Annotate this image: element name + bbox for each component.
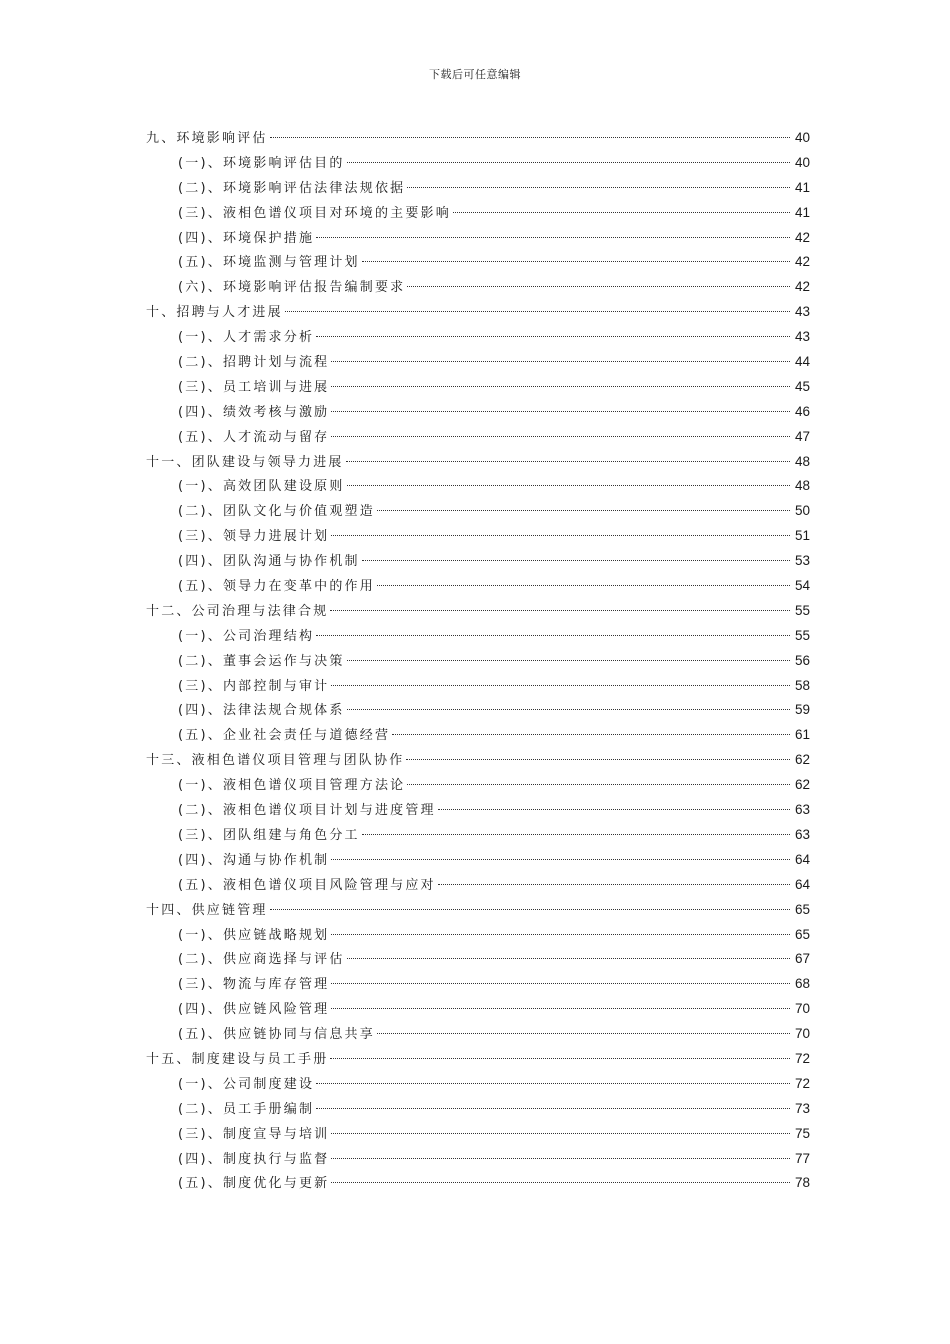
toc-page-number: 46 — [794, 403, 810, 419]
toc-section-entry[interactable] — [146, 574, 810, 599]
toc-section-entry[interactable] — [146, 400, 810, 425]
toc-page-number: 41 — [794, 179, 810, 195]
toc-entry-title: 十一、团队建设与领导力进展 — [146, 454, 344, 470]
toc-entry-title: (三)、领导力进展计划 — [178, 529, 330, 545]
toc-dot-leader — [362, 560, 790, 561]
toc-entry-title: (三)、团队组建与角色分工 — [178, 827, 360, 843]
toc-entry-title: (一)、人才需求分析 — [178, 330, 315, 346]
toc-section-entry[interactable] — [146, 499, 810, 524]
toc-page-number: 68 — [794, 976, 810, 992]
toc-section-entry[interactable] — [146, 1022, 810, 1047]
toc-page-number: 51 — [794, 528, 810, 544]
toc-dot-leader — [316, 237, 790, 238]
toc-dot-leader — [407, 286, 790, 287]
toc-entry-title: 十四、供应链管理 — [146, 902, 268, 918]
toc-entry-title: 十二、公司治理与法律合规 — [146, 603, 329, 619]
toc-chapter-entry[interactable] — [146, 748, 810, 773]
toc-dot-leader — [406, 759, 790, 760]
toc-page-number: 78 — [794, 1175, 810, 1191]
toc-entry-title: (三)、内部控制与审计 — [178, 678, 330, 694]
toc-entry-title: (四)、环境保护措施 — [178, 230, 315, 246]
toc-entry-title: (四)、供应链风险管理 — [178, 1002, 330, 1018]
toc-entry-title: (一)、高效团队建设原则 — [178, 479, 345, 495]
toc-section-entry[interactable] — [146, 923, 810, 948]
toc-page-number: 56 — [794, 652, 810, 668]
toc-page-number: 42 — [794, 229, 810, 245]
toc-entry-title: (四)、绩效考核与激励 — [178, 404, 330, 420]
toc-page-number: 72 — [794, 1050, 810, 1066]
toc-entry-title: (五)、供应链协同与信息共享 — [178, 1027, 375, 1043]
toc-dot-leader — [347, 958, 790, 959]
toc-entry-title: (三)、制度宣导与培训 — [178, 1126, 330, 1142]
toc-dot-leader — [377, 510, 790, 511]
toc-entry-title: (二)、环境影响评估法律法规依据 — [178, 180, 406, 196]
toc-entry-title: (一)、液相色谱仪项目管理方法论 — [178, 778, 406, 794]
toc-section-entry[interactable] — [146, 151, 810, 176]
toc-section-entry[interactable] — [146, 325, 810, 350]
toc-dot-leader — [316, 1083, 790, 1084]
toc-dot-leader — [407, 187, 790, 188]
toc-dot-leader — [270, 137, 790, 138]
toc-page-number: 45 — [794, 378, 810, 394]
toc-dot-leader — [347, 709, 790, 710]
toc-entry-title: 十三、液相色谱仪项目管理与团队协作 — [146, 753, 405, 769]
toc-entry-title: (五)、人才流动与留存 — [178, 429, 330, 445]
toc-entry-title: (三)、液相色谱仪项目对环境的主要影响 — [178, 205, 451, 221]
toc-dot-leader — [377, 585, 790, 586]
toc-section-entry[interactable] — [146, 624, 810, 649]
toc-dot-leader — [330, 1058, 790, 1059]
toc-dot-leader — [330, 610, 790, 611]
toc-dot-leader — [438, 884, 790, 885]
toc-section-entry[interactable] — [146, 823, 810, 848]
toc-page-number: 72 — [794, 1075, 810, 1091]
toc-entry-title: (二)、供应商选择与评估 — [178, 952, 345, 968]
toc-page-number: 67 — [794, 951, 810, 967]
toc-dot-leader — [316, 336, 790, 337]
toc-dot-leader — [331, 685, 790, 686]
toc-entry-title: (三)、员工培训与进展 — [178, 379, 330, 395]
toc-section-entry[interactable] — [146, 375, 810, 400]
toc-entry-title: (一)、环境影响评估目的 — [178, 155, 345, 171]
toc-dot-leader — [331, 1008, 790, 1009]
toc-section-entry[interactable] — [146, 474, 810, 499]
toc-dot-leader — [453, 212, 790, 213]
toc-page-number: 40 — [794, 130, 810, 145]
toc-page-number: 42 — [794, 279, 810, 295]
toc-page-number: 62 — [794, 777, 810, 793]
toc-section-entry[interactable] — [146, 275, 810, 300]
toc-chapter-entry[interactable] — [146, 126, 810, 151]
toc-section-entry[interactable] — [146, 972, 810, 997]
toc-entry-title: (一)、公司制度建设 — [178, 1076, 315, 1092]
toc-section-entry[interactable] — [146, 1147, 810, 1172]
toc-dot-leader — [362, 834, 790, 835]
toc-section-entry[interactable] — [146, 773, 810, 798]
toc-entry-title: (二)、液相色谱仪项目计划与进度管理 — [178, 803, 436, 819]
toc-entry-title: 九、环境影响评估 — [146, 131, 268, 146]
toc-entry-title: (五)、液相色谱仪项目风险管理与应对 — [178, 877, 436, 893]
toc-entry-title: 十、招聘与人才进展 — [146, 305, 283, 321]
toc-entry-title: (四)、沟通与协作机制 — [178, 852, 330, 868]
toc-entry-title: (一)、供应链战略规划 — [178, 927, 330, 943]
toc-page-number: 77 — [794, 1150, 810, 1166]
toc-entry-title: (四)、制度执行与监督 — [178, 1151, 330, 1167]
table-of-contents — [146, 126, 810, 1196]
toc-section-entry[interactable] — [146, 250, 810, 275]
toc-dot-leader — [331, 386, 790, 387]
toc-dot-leader — [407, 784, 790, 785]
toc-dot-leader — [331, 934, 790, 935]
toc-dot-leader — [347, 162, 790, 163]
toc-page-number: 58 — [794, 677, 810, 693]
toc-page-number: 75 — [794, 1125, 810, 1141]
toc-page-number: 65 — [794, 901, 810, 917]
toc-section-entry[interactable] — [146, 649, 810, 674]
toc-dot-leader — [362, 261, 790, 262]
toc-dot-leader — [438, 809, 790, 810]
toc-page-number: 43 — [794, 304, 810, 320]
toc-dot-leader — [377, 1033, 790, 1034]
toc-dot-leader — [331, 411, 790, 412]
toc-entry-title: (二)、员工手册编制 — [178, 1101, 315, 1117]
toc-page-number: 47 — [794, 428, 810, 444]
toc-page-number: 70 — [794, 1001, 810, 1017]
toc-page-number: 64 — [794, 876, 810, 892]
toc-dot-leader — [316, 1108, 790, 1109]
toc-page-number: 48 — [794, 478, 810, 494]
toc-page-number: 62 — [794, 752, 810, 768]
toc-page-number: 41 — [794, 204, 810, 220]
toc-section-entry[interactable] — [146, 524, 810, 549]
toc-entry-title: (四)、团队沟通与协作机制 — [178, 554, 360, 570]
toc-entry-title: (四)、法律法规合规体系 — [178, 703, 345, 719]
toc-entry-title: (五)、领导力在变革中的作用 — [178, 579, 375, 595]
toc-dot-leader — [331, 983, 790, 984]
toc-dot-leader — [331, 436, 790, 437]
toc-page-number: 59 — [794, 702, 810, 718]
toc-section-entry[interactable] — [146, 425, 810, 450]
toc-section-entry[interactable] — [146, 176, 810, 201]
page-header: 下载后可任意编辑 — [429, 68, 521, 81]
toc-page-number: 63 — [794, 802, 810, 818]
toc-dot-leader — [331, 361, 790, 362]
toc-dot-leader — [392, 734, 790, 735]
toc-entry-title: (二)、董事会运作与决策 — [178, 653, 345, 669]
toc-page-number: 55 — [794, 602, 810, 618]
toc-dot-leader — [285, 311, 790, 312]
toc-section-entry[interactable] — [146, 997, 810, 1022]
toc-page-number: 73 — [794, 1100, 810, 1116]
toc-section-entry[interactable] — [146, 1171, 810, 1196]
toc-chapter-entry[interactable] — [146, 300, 810, 325]
toc-entry-title: (五)、制度优化与更新 — [178, 1176, 330, 1192]
toc-entry-title: (五)、企业社会责任与道德经营 — [178, 728, 391, 744]
toc-section-entry[interactable] — [146, 350, 810, 375]
toc-section-entry[interactable] — [146, 798, 810, 823]
toc-dot-leader — [331, 1182, 790, 1183]
toc-dot-leader — [346, 461, 790, 462]
toc-chapter-entry[interactable] — [146, 1047, 810, 1072]
toc-dot-leader — [347, 485, 790, 486]
toc-entry-title: (一)、公司治理结构 — [178, 628, 315, 644]
toc-dot-leader — [331, 535, 790, 536]
toc-chapter-entry[interactable] — [146, 898, 810, 923]
toc-page-number: 55 — [794, 627, 810, 643]
toc-chapter-entry[interactable] — [146, 450, 810, 475]
toc-section-entry[interactable] — [146, 848, 810, 873]
toc-page-number: 63 — [794, 826, 810, 842]
toc-page-number: 70 — [794, 1026, 810, 1042]
toc-page-number: 48 — [794, 453, 810, 469]
toc-page-number: 43 — [794, 329, 810, 345]
toc-section-entry[interactable] — [146, 1072, 810, 1097]
toc-section-entry[interactable] — [146, 723, 810, 748]
toc-section-entry[interactable] — [146, 873, 810, 898]
toc-section-entry[interactable] — [146, 674, 810, 699]
toc-entry-title: (二)、团队文化与价值观塑造 — [178, 504, 375, 520]
toc-page-number: 42 — [794, 254, 810, 270]
toc-section-entry[interactable] — [146, 201, 810, 226]
toc-section-entry[interactable] — [146, 549, 810, 574]
toc-section-entry[interactable] — [146, 1122, 810, 1147]
toc-page-number: 65 — [794, 926, 810, 942]
toc-entry-title: (二)、招聘计划与流程 — [178, 355, 330, 371]
toc-entry-title: 十五、制度建设与员工手册 — [146, 1051, 329, 1067]
toc-page-number: 50 — [794, 503, 810, 519]
toc-dot-leader — [316, 635, 790, 636]
toc-entry-title: (三)、物流与库存管理 — [178, 977, 330, 993]
toc-section-entry[interactable] — [146, 947, 810, 972]
toc-section-entry[interactable] — [146, 226, 810, 251]
toc-page-number: 64 — [794, 851, 810, 867]
toc-page-number: 44 — [794, 354, 810, 370]
toc-page-number: 40 — [794, 154, 810, 170]
toc-page-number: 53 — [794, 553, 810, 569]
toc-dot-leader — [331, 859, 790, 860]
toc-dot-leader — [331, 1158, 790, 1159]
toc-entry-title: (六)、环境影响评估报告编制要求 — [178, 280, 406, 296]
toc-section-entry[interactable] — [146, 1097, 810, 1122]
toc-entry-title: (五)、环境监测与管理计划 — [178, 255, 360, 271]
toc-dot-leader — [347, 660, 790, 661]
toc-chapter-entry[interactable] — [146, 599, 810, 624]
toc-page-number: 54 — [794, 578, 810, 594]
toc-section-entry[interactable] — [146, 698, 810, 723]
toc-page-number: 61 — [794, 727, 810, 743]
toc-dot-leader — [270, 909, 790, 910]
toc-dot-leader — [331, 1133, 790, 1134]
